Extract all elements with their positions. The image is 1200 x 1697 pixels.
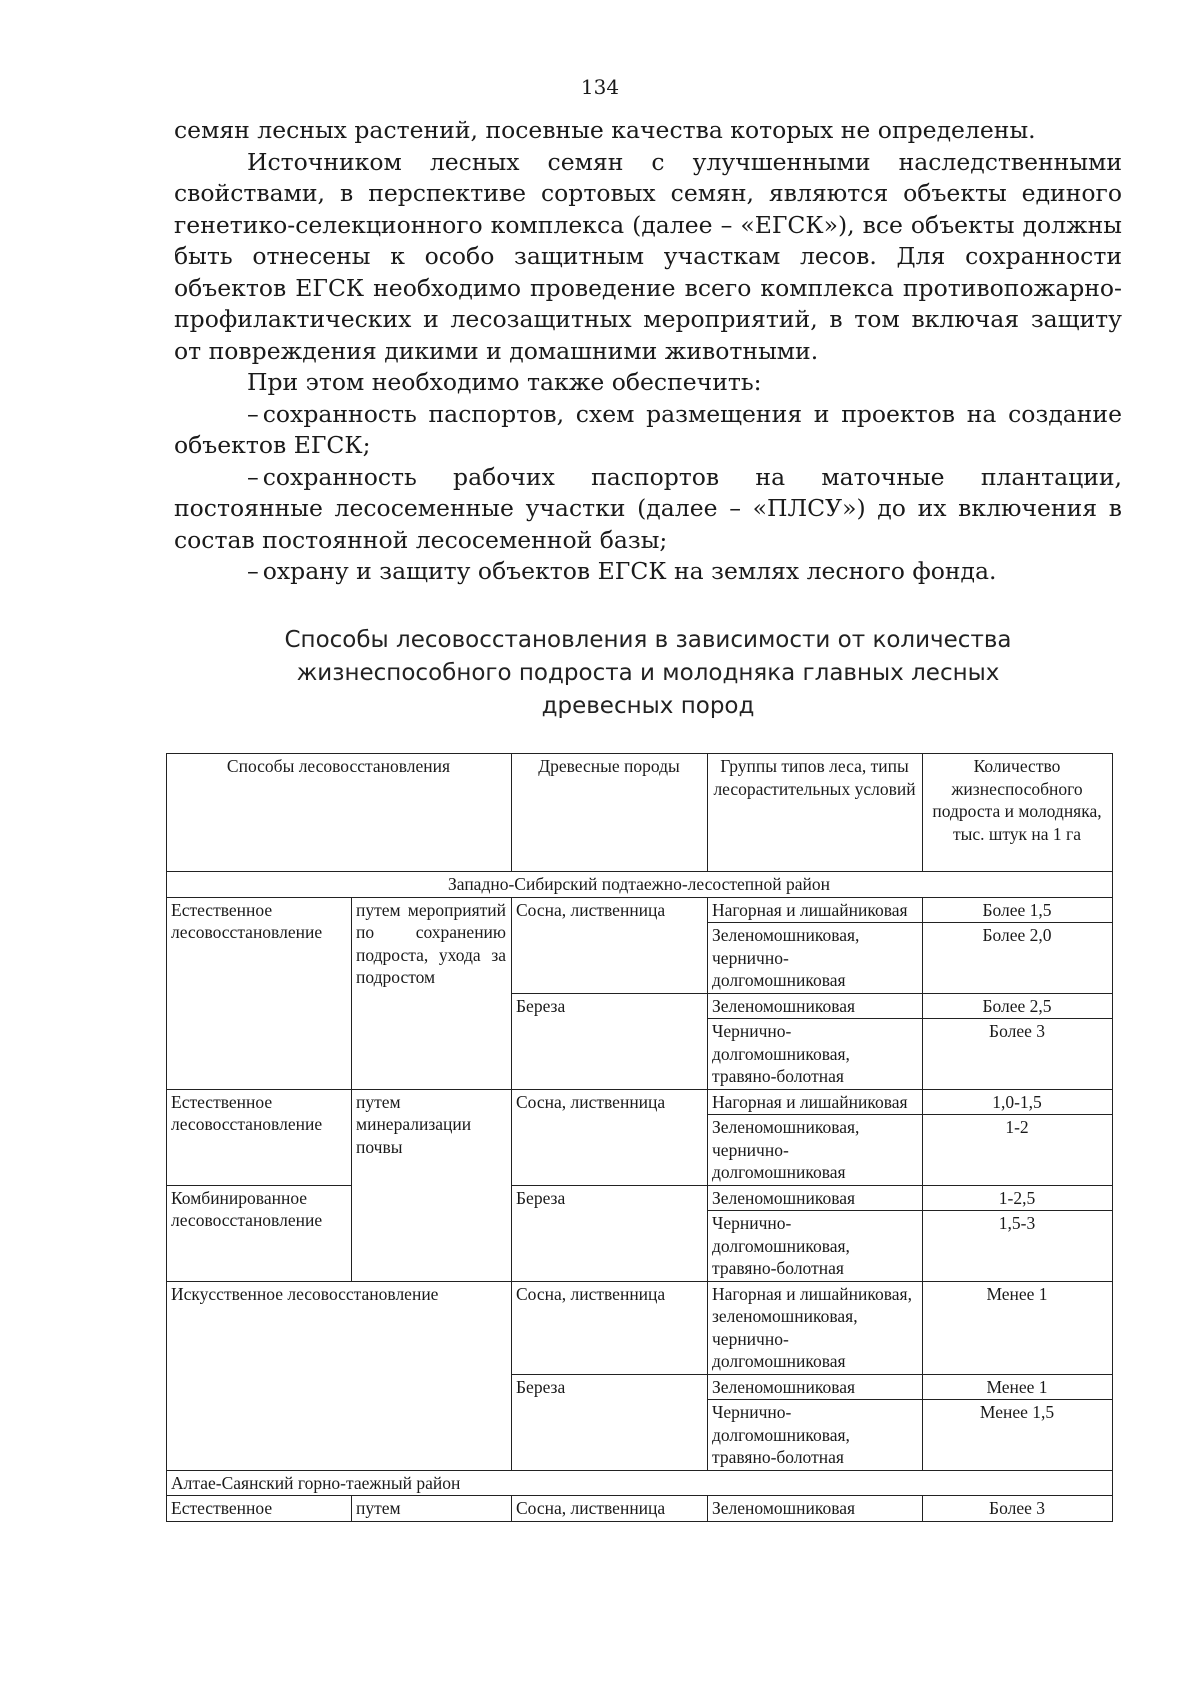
forest-type-cell: Чернично-долгомошниковая, травяно-болотная — [708, 1019, 923, 1090]
dash-bullet: – — [247, 399, 259, 428]
method-detail-cell: путем минерализации почвы — [352, 1089, 512, 1281]
method-cell: Комбинированное лесовосстановление — [167, 1185, 352, 1281]
forest-type-cell: Зеленомошниковая — [708, 993, 923, 1019]
paragraph: При этом необходимо также обеспечить: — [247, 368, 762, 396]
quantity-cell: Более 3 — [923, 1496, 1113, 1522]
species-cell: Сосна, лиственница — [512, 897, 708, 993]
species-cell: Сосна, лиственница — [512, 1281, 708, 1374]
paragraph: семян лесных растений, посевные качества которых не определены. — [174, 116, 1036, 144]
header-quantity: Количество жизнеспособного подроста и молодняка, тыс. штук на 1 га — [923, 754, 1113, 872]
header-groups: Группы типов леса, типы лесорастительных условий — [708, 754, 923, 872]
species-cell: Береза — [512, 1185, 708, 1281]
forest-type-cell: Зеленомошниковая — [708, 1185, 923, 1211]
list-item — [174, 556, 1122, 588]
table-title-line: древесных пород — [541, 693, 755, 719]
forest-type-cell: Нагорная и лишайниковая, зеленомошниковая, чернично-долгомошниковая — [708, 1281, 923, 1374]
table-header-row — [167, 754, 1113, 872]
quantity-cell: Более 1,5 — [923, 897, 1113, 923]
table-title — [174, 624, 1122, 723]
table-row — [167, 1185, 1113, 1211]
table-row — [167, 897, 1113, 923]
list-item-text: сохранность рабочих паспортов на маточные плантации, постоянные лесосеменные участки (далее – «ПЛСУ») до их включения в состав постоянной лесосеменной базы; — [174, 462, 1122, 554]
list-item-text: охрану и защиту объектов ЕГСК на землях лесного фонда. — [262, 557, 997, 585]
method-cell: Естественное лесовосстановление — [167, 897, 352, 1089]
quantity-cell: 1,0-1,5 — [923, 1089, 1113, 1115]
quantity-cell: Более 3 — [923, 1019, 1113, 1090]
table-row — [167, 1281, 1113, 1374]
reforestation-table — [166, 753, 1113, 1522]
species-cell: Береза — [512, 993, 708, 1089]
list-item — [174, 462, 1122, 557]
forest-type-cell: Зеленомошниковая — [708, 1374, 923, 1400]
region-name: Западно-Сибирский подтаежно-лесостепной район — [167, 872, 1113, 898]
quantity-cell: Менее 1 — [923, 1281, 1113, 1374]
species-cell: Береза — [512, 1374, 708, 1470]
forest-type-cell: Зеленомошниковая — [708, 1496, 923, 1522]
forest-type-cell: Нагорная и лишайниковая — [708, 897, 923, 923]
quantity-cell: Более 2,0 — [923, 923, 1113, 994]
dash-bullet: – — [247, 462, 259, 491]
method-detail-cell: путем — [352, 1496, 512, 1522]
table-row — [167, 1089, 1113, 1115]
header-species: Древесные породы — [512, 754, 708, 872]
method-cell: Естественное лесовосстановление — [167, 1089, 352, 1185]
quantity-cell: Более 2,5 — [923, 993, 1113, 1019]
forest-type-cell: Нагорная и лишайниковая — [708, 1089, 923, 1115]
quantity-cell: 1-2 — [923, 1115, 1113, 1186]
page-number: 134 — [580, 75, 620, 99]
species-cell: Сосна, лиственница — [512, 1089, 708, 1185]
quantity-cell: 1-2,5 — [923, 1185, 1113, 1211]
forest-type-cell: Зеленомошниковая, чернично-долгомошниковая — [708, 1115, 923, 1186]
table-title-line: жизнеспособного подроста и молодняка главных лесных — [296, 660, 1000, 686]
quantity-cell: Менее 1,5 — [923, 1400, 1113, 1471]
forest-type-cell: Зеленомошниковая, чернично-долгомошниковая — [708, 923, 923, 994]
dash-bullet: – — [247, 557, 259, 585]
table-row — [167, 1496, 1113, 1522]
region-row — [167, 1470, 1113, 1496]
quantity-cell: Менее 1 — [923, 1374, 1113, 1400]
forest-type-cell: Чернично-долгомошниковая, травяно-болотная — [708, 1211, 923, 1282]
quantity-cell: 1,5-3 — [923, 1211, 1113, 1282]
forest-type-cell: Чернично-долгомошниковая, травяно-болотная — [708, 1400, 923, 1471]
method-cell: Естественное — [167, 1496, 352, 1522]
header-method: Способы лесовосстановления — [167, 754, 512, 872]
table-title-line: Способы лесовосстановления в зависимости от количества — [284, 627, 1012, 653]
species-cell: Сосна, лиственница — [512, 1496, 708, 1522]
list-item — [174, 399, 1122, 462]
region-row — [167, 872, 1113, 898]
body-text — [174, 115, 1122, 588]
method-detail-cell: путем мероприятий по сохранению подроста, ухода за подростом — [352, 897, 512, 1089]
method-cell: Искусственное лесовосстановление — [167, 1281, 512, 1470]
paragraph: Источником лесных семян с улучшенными наследственными свойствами, в перспективе сортовых семян, являются объекты единого генетико-селекционного комплекса (далее – «ЕГСК»), все объекты должны быть отнесены к особо защитным участкам лесов. Для сохранности объектов ЕГСК необходимо проведение всего комплекса противопожарно-профилактических и лесозащитных мероприятий, в том включая защиту от повреждения дикими и домашними животными. — [174, 147, 1122, 365]
region-name: Алтае-Саянский горно-таежный район — [167, 1470, 1113, 1496]
list-item-text: сохранность паспортов, схем размещения и проектов на создание объектов ЕГСК; — [174, 399, 1122, 459]
